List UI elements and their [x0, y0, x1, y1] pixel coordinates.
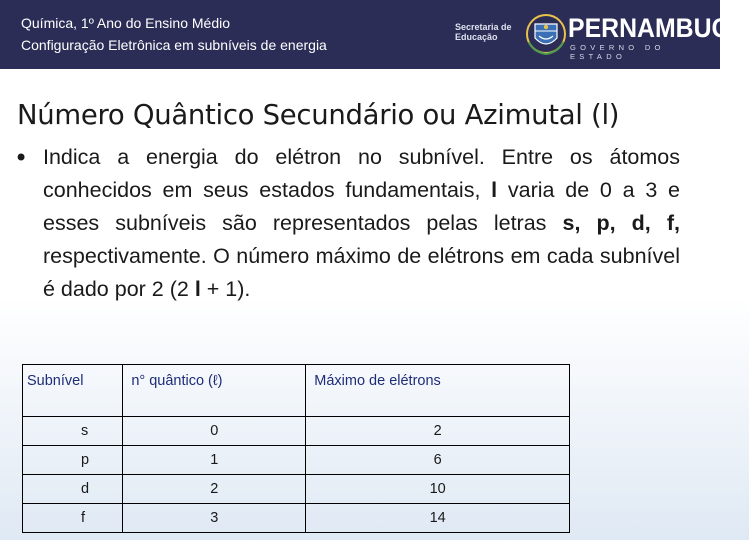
secretaria-line1: Secretaria de	[455, 22, 512, 32]
header-bar	[0, 0, 749, 69]
cell-max-electrons: 2	[306, 417, 570, 446]
cell-quantum-number: 1	[123, 446, 306, 475]
bullet-l-symbol-2: l	[194, 277, 201, 301]
cell-quantum-number: 0	[123, 417, 306, 446]
subnivel-table	[22, 364, 570, 533]
table-row	[23, 504, 570, 533]
course-label: Química, 1º Ano do Ensino Médio	[21, 15, 231, 31]
table-row	[23, 475, 570, 504]
subject-label: Configuração Eletrônica em subníveis de energia	[21, 37, 327, 53]
bullet-icon: •	[14, 144, 29, 172]
cell-quantum-number: 2	[123, 475, 306, 504]
cell-max-electrons: 6	[306, 446, 570, 475]
slide-title: Número Quântico Secundário ou Azimutal (l)	[17, 99, 620, 131]
table-header-row	[23, 365, 570, 417]
col-header-quantum-number: n° quântico (ℓ)	[123, 365, 306, 417]
table-row	[23, 446, 570, 475]
col-header-subnivel: Subnível	[23, 365, 123, 417]
bullet-l-symbol: l	[491, 178, 498, 202]
cell-max-electrons: 10	[306, 475, 570, 504]
bullet-part-4: + 1).	[200, 277, 251, 301]
cell-quantum-number: 3	[123, 504, 306, 533]
bullet-text	[43, 141, 680, 306]
table-row	[23, 417, 570, 446]
cell-subnivel: s	[23, 417, 123, 446]
cell-subnivel: f	[23, 504, 123, 533]
bullet-part-3: respectivamente. O número máximo de elétrons em cada subnível é dado por 2 (2	[43, 244, 680, 301]
brand-logo-text: PERNAMBUCO	[568, 13, 749, 43]
bullet-part-2: varia de 0 a 3 e esses subníveis são representados pelas letras	[43, 178, 681, 235]
secretaria-label	[455, 22, 512, 42]
state-emblem-icon	[525, 12, 567, 56]
brand-subtitle: GOVERNO DO ESTADO	[570, 43, 665, 61]
secretaria-line2: Educação	[455, 32, 498, 42]
cell-max-electrons: 14	[306, 504, 570, 533]
bullet-part-1: Indica a energia do elétron no subnível. Entre os átomos conhecidos em seus estados fundamentais,	[43, 145, 680, 202]
col-header-max-electrons: Máximo de elétrons	[306, 365, 570, 417]
bullet-letters: s, p, d, f,	[562, 211, 680, 235]
cell-subnivel: p	[23, 446, 123, 475]
cell-subnivel: d	[23, 475, 123, 504]
